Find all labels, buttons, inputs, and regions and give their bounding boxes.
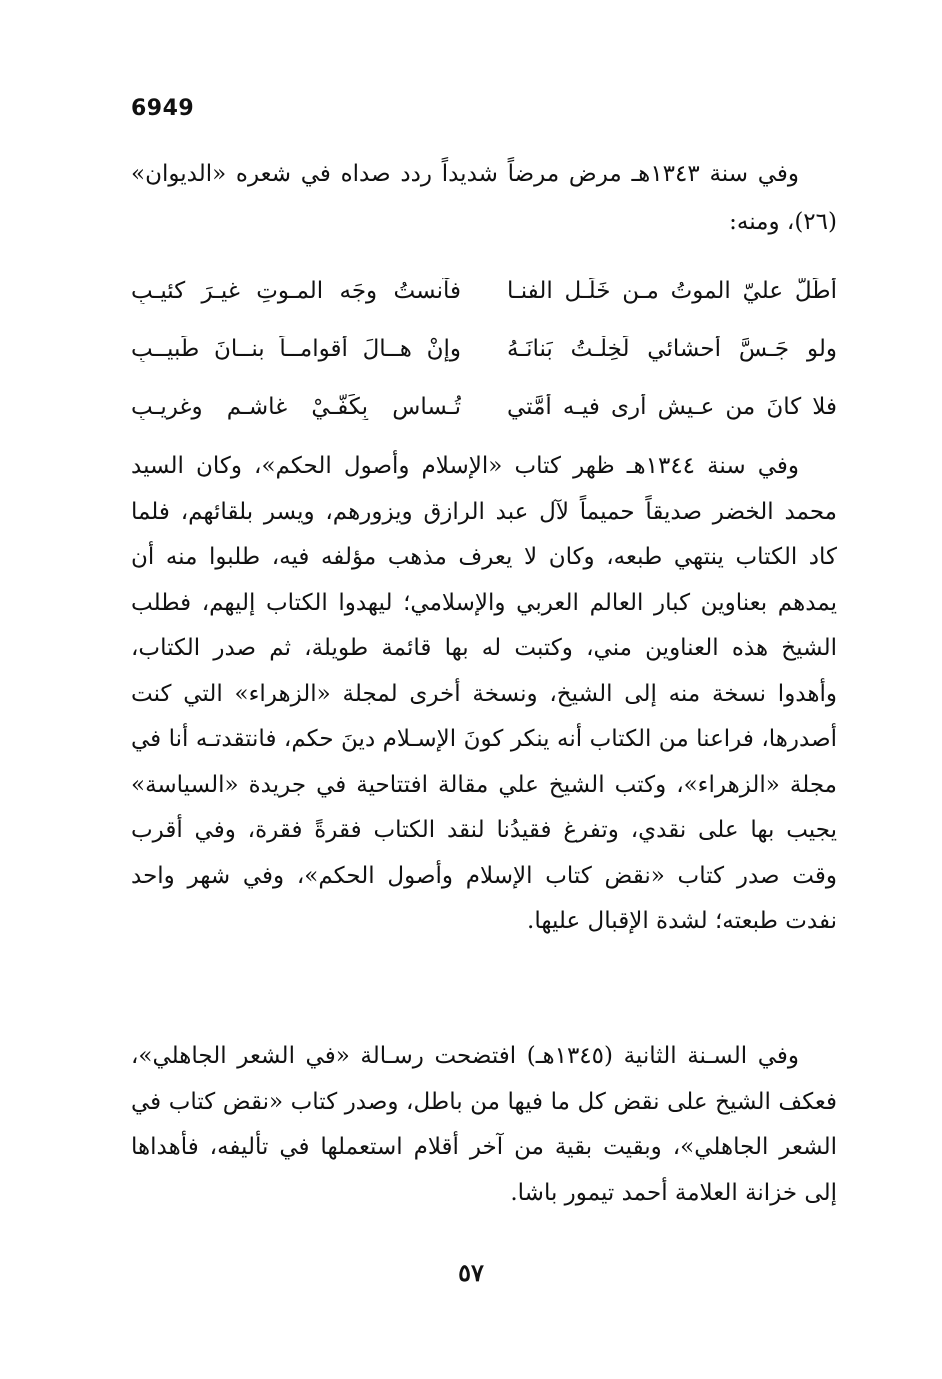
verse-first-hemistich: ولو جَـسَّ أحشائي لَخِلْـتُ بَنانَـهُ <box>507 336 837 362</box>
page-number: ٥٧ <box>458 1258 484 1287</box>
verse-first-hemistich: فلا كانَ من عـيشٍ أرى فيـه أُمَّتي <box>507 394 837 420</box>
poem-verse <box>131 378 837 436</box>
verse-second-hemistich: تُـساس بِكَفَّـيْ غاشـمٍ وغريـبِ <box>131 394 461 420</box>
last-paragraph: وفي السـنة الثانية (١٣٤٥هـ) افتضحت رسـالة «في الشعر الجاهلي»، فعكف الشيخ على نقض كل ما فيها من باطل، وصدر كتاب «نقض كتاب في الشعر الجاهلي»، وبقيت بقية من آخر أقلام استعملها في تأليفه، فأهداها إلى خزانة العلامة أحمد تيمور باشا. <box>131 1043 837 1206</box>
verse-second-hemistich: وإنْ هــالَ أقوامــاً بنــانَ طَبيــبِ <box>131 336 461 362</box>
main-paragraph-block <box>131 444 837 945</box>
page-id: 6949 <box>131 96 195 121</box>
poem-verse <box>131 262 837 320</box>
poem <box>131 262 837 436</box>
poem-verse <box>131 320 837 378</box>
intro-paragraph: وفي سنة ١٣٤٣هـ مرض مرضاً شديداً ردد صداه في شعره «الديوان» (٢٦)، ومنه: <box>131 161 837 235</box>
verse-first-hemistich: أَطَلَّ عليّ الموتُ مـن خَلَـل الفنـا <box>507 278 837 304</box>
verse-second-hemistich: فآنستُ وجَه المـوتِ غيـرَ كئيـبِ <box>131 278 461 304</box>
last-paragraph-block <box>131 1034 837 1216</box>
intro-paragraph-block <box>131 150 837 246</box>
main-paragraph: وفي سنة ١٣٤٤هـ ظهر كتاب «الإسلام وأصول الحكم»، وكان السيد محمد الخضر صديقاً حميماً لآل عبد الرازق ويزورهم، ويسر بلقائهم، فلما كاد الكتاب ينتهي طبعه، وكان لا يعرف مذهب مؤلفه فيه، طلبوا منه أن يمدهم بعناوين كبار العالم العربي والإسلامي؛ ليهدوا الكتاب إليهم، فطلب الشيخ هذه العناوين مني، وكتبت له بها قائمة طويلة، ثم صدر الكتاب، وأهدوا نسخة منه إلى الشيخ، ونسخة أخرى لمجلة «الزهراء» التي كنت أصدرها، فراعنا من الكتاب أنه ينكر كونَ الإسـلام دينَ حكم، فانتقدتـه أنا في مجلة «الزهراء»، وكتب الشيخ علي مقالة افتتاحية في جريدة «السياسة» يجيب بها على نقدي، وتفرغ فقيدُنا لنقد الكتاب فقرةً فقرة، وفي أقرب وقت صدر كتاب «نقض كتاب الإسلام وأصول الحكم»، وفي شهر واحد نفدت طبعته؛ لشدة الإقبال عليها. <box>131 453 837 934</box>
